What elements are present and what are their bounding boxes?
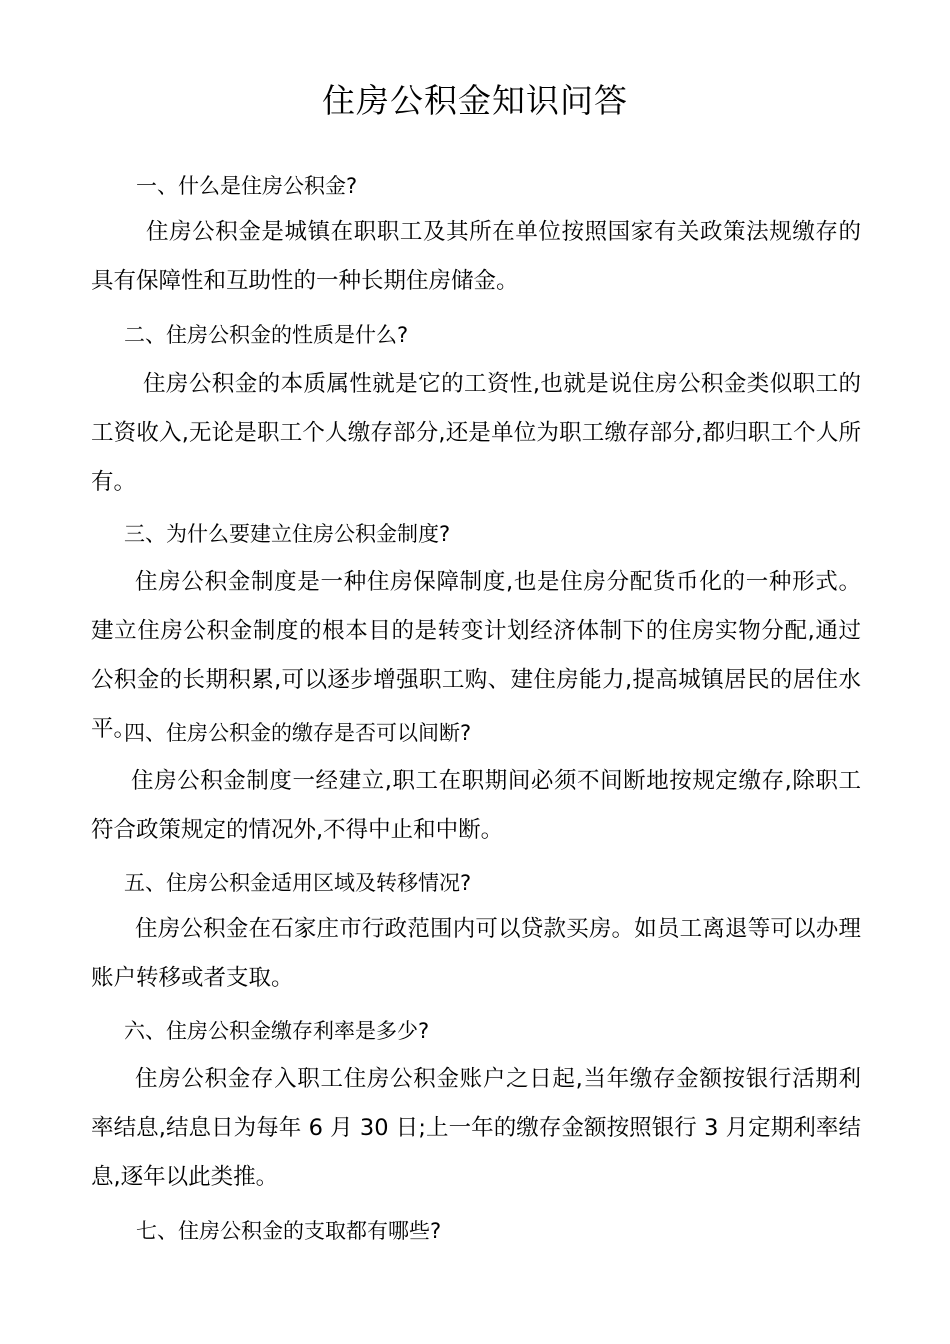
answer-paragraph: 住房公积金是城镇在职职工及其所在单位按照国家有关政策法规缴存的具有保障性和互助性的一种长期住房储金。: [91, 219, 861, 294]
question-heading: 七、住房公积金的支取都有哪些?: [136, 1219, 442, 1243]
question-heading: 六、住房公积金缴存利率是多少?: [124, 1019, 430, 1043]
question-heading: 五、住房公积金适用区域及转移情况?: [124, 871, 472, 895]
question-heading: 二、住房公积金的性质是什么?: [124, 323, 409, 347]
answer-paragraph: 住房公积金的本质属性就是它的工资性,也就是说住房公积金类似职工的工资收入,无论是职工个人缴存部分,还是单位为职工缴存部分,都归职工个人所有。: [91, 371, 861, 495]
question-heading: 三、为什么要建立住房公积金制度?: [124, 522, 451, 546]
question-heading: 四、住房公积金的缴存是否可以间断?: [124, 721, 472, 745]
answer-paragraph: 住房公积金在石家庄市行政范围内可以贷款买房。如员工离退等可以办理账户转移或者支取。: [91, 916, 861, 991]
document-title: 住房公积金知识问答: [322, 81, 628, 120]
answer-paragraph: 住房公积金存入职工住房公积金账户之日起,当年缴存金额按银行活期利率结息,结息日为每年 6 月 30 日;上一年的缴存金额按照银行 3 月定期利率结息,逐年以此类推。: [91, 1066, 861, 1190]
question-heading: 一、什么是住房公积金?: [136, 174, 358, 198]
answer-paragraph: 住房公积金制度一经建立,职工在职期间必须不间断地按规定缴存,除职工符合政策规定的情况外,不得中止和中断。: [91, 768, 861, 843]
answer-paragraph: 住房公积金制度是一种住房保障制度,也是住房分配货币化的一种形式。建立住房公积金制度的根本目的是转变计划经济体制下的住房实物分配,通过公积金的长期积累,可以逐步增强职工购、建住房能力,提高城镇居民的居住水平。: [91, 569, 861, 742]
